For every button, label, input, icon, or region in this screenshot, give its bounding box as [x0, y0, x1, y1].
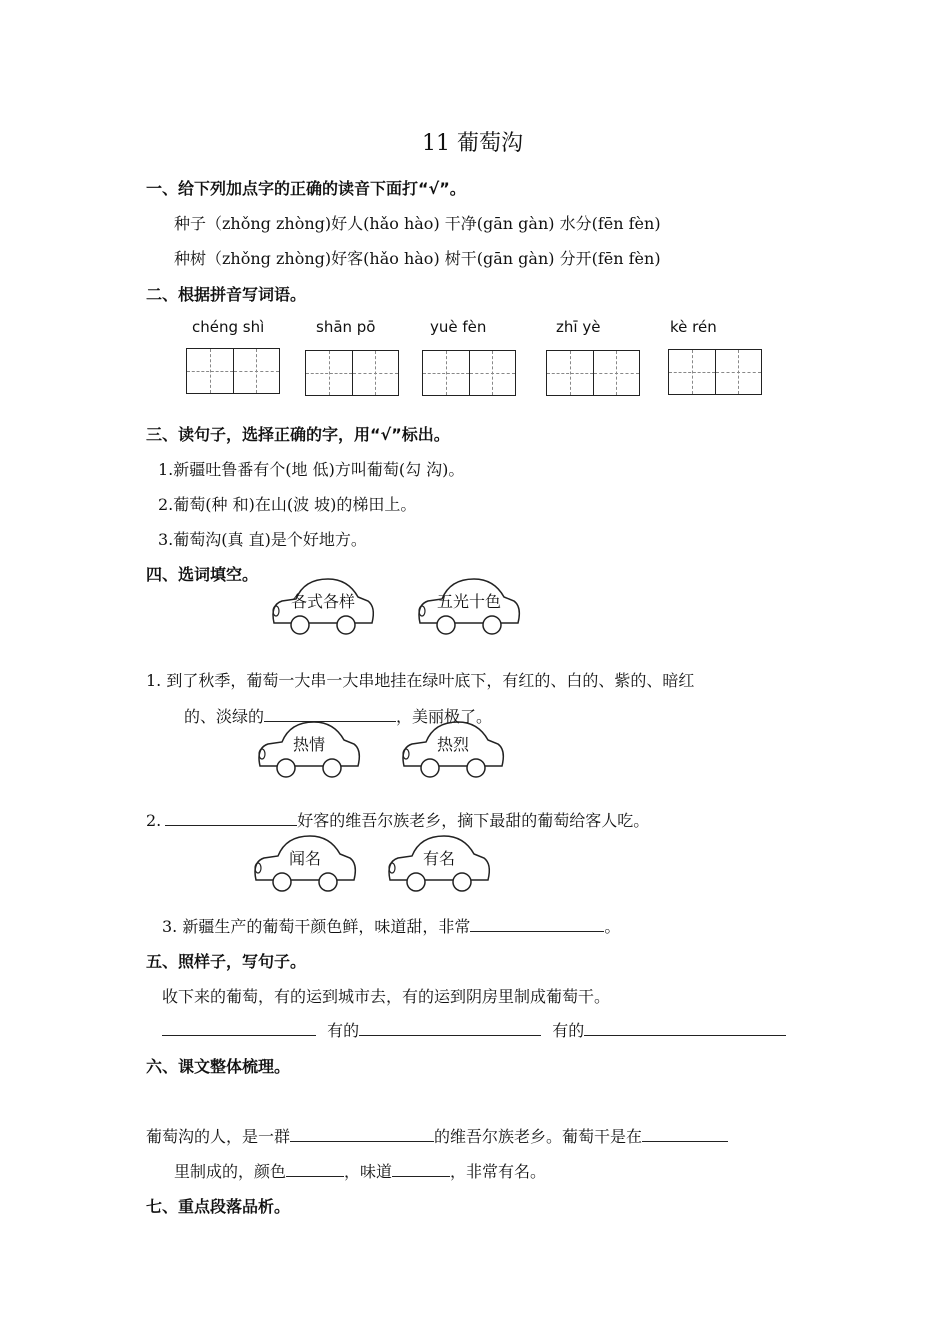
car-word: 五光十色 — [436, 592, 501, 611]
page-title: 11 葡萄沟 — [422, 131, 523, 156]
answer-blank[interactable] — [290, 1127, 434, 1142]
car-word: 热烈 — [436, 735, 469, 754]
section-6-text-a: 葡萄沟的人，是一群 — [146, 1127, 291, 1146]
section-6-text-b: 的维吾尔族老乡。葡萄干是在 — [434, 1127, 643, 1146]
section-1-row-1: 种子（zhǒng zhòng)好人(hǎo hào) 干净(gān gàn) 水分(fēn fèn) — [174, 214, 661, 233]
answer-blank[interactable] — [642, 1127, 728, 1142]
you-de-label-2: 有的 — [552, 1021, 585, 1040]
writing-grid-3[interactable] — [422, 350, 516, 396]
writing-grid-4[interactable] — [546, 350, 640, 396]
section-4-heading: 四、选词填空。 — [146, 565, 259, 584]
car-word: 热情 — [292, 735, 325, 754]
question-1-line-1: 1. 到了秋季，葡萄一大串一大串地挂在绿叶底下，有红的、白的、紫的、暗红 — [146, 671, 695, 690]
answer-blank[interactable] — [165, 811, 297, 826]
section-6-line-1 — [146, 1124, 728, 1147]
pinyin-4: zhī yè — [556, 318, 601, 336]
section-2-heading: 二、根据拼音写词语。 — [146, 285, 307, 304]
answer-blank[interactable] — [392, 1162, 450, 1177]
section-6-text-e: ，非常有名。 — [450, 1162, 547, 1181]
question-1-pre: 的、淡绿的 — [184, 707, 265, 726]
writing-grid-1[interactable] — [186, 348, 280, 394]
section-7-heading: 七、重点段落品析。 — [146, 1197, 291, 1216]
word-car-2 — [414, 575, 524, 637]
car-word: 各式各样 — [290, 592, 355, 611]
question-3-post: 。 — [604, 917, 621, 936]
you-de-label-1: 有的 — [327, 1021, 360, 1040]
section-6-line-2 — [174, 1159, 546, 1182]
question-3 — [162, 914, 620, 937]
section-6-text-c: 里制成的，颜色 — [174, 1162, 287, 1181]
question-2-post: 好客的维吾尔族老乡，摘下最甜的葡萄给客人吃。 — [297, 811, 650, 830]
section-5-example: 收下来的葡萄，有的运到城市去，有的运到阴房里制成葡萄干。 — [162, 987, 611, 1006]
section-6-text-d: ，味道 — [344, 1162, 393, 1181]
pinyin-5: kè rén — [670, 318, 717, 336]
section-3-item-3: 3.葡萄沟(真 直)是个好地方。 — [158, 530, 367, 549]
section-6-heading: 六、课文整体梳理。 — [146, 1057, 291, 1076]
word-car-3 — [254, 718, 364, 780]
car-word: 闻名 — [288, 849, 321, 868]
word-car-4 — [398, 718, 508, 780]
word-car-1 — [268, 575, 378, 637]
pinyin-2: shān pō — [316, 318, 376, 336]
car-word: 有名 — [422, 849, 455, 868]
section-1-heading: 一、给下列加点字的正确的读音下面打“√”。 — [146, 179, 466, 198]
section-5-answer-line — [162, 1018, 786, 1041]
question-3-pre: 3. 新疆生产的葡萄干颜色鲜，味道甜，非常 — [162, 917, 471, 936]
section-1-row-2: 种树（zhǒng zhòng)好客(hǎo hào) 树干(gān gàn) 分开(fēn fèn) — [174, 249, 661, 268]
writing-grid-5[interactable] — [668, 349, 762, 395]
question-2 — [146, 808, 649, 831]
answer-blank[interactable] — [470, 917, 604, 932]
section-3-item-2: 2.葡萄(种 和)在山(波 坡)的梯田上。 — [158, 495, 417, 514]
word-car-6 — [384, 832, 494, 894]
section-5-heading: 五、照样子，写句子。 — [146, 952, 307, 971]
question-2-pre: 2. — [146, 811, 162, 830]
pinyin-1: chéng shì — [192, 318, 265, 336]
answer-blank[interactable] — [286, 1162, 344, 1177]
section-3-item-1: 1.新疆吐鲁番有个(地 低)方叫葡萄(勾 沟)。 — [158, 460, 465, 479]
answer-blank[interactable] — [584, 1021, 786, 1036]
word-car-5 — [250, 832, 360, 894]
pinyin-3: yuè fèn — [430, 318, 487, 336]
answer-blank[interactable] — [162, 1021, 316, 1036]
writing-grid-2[interactable] — [305, 350, 399, 396]
section-3-heading: 三、读句子，选择正确的字，用“√”标出。 — [146, 425, 450, 444]
question-1-post: ，美丽极了。 — [396, 707, 493, 726]
answer-blank[interactable] — [359, 1021, 541, 1036]
